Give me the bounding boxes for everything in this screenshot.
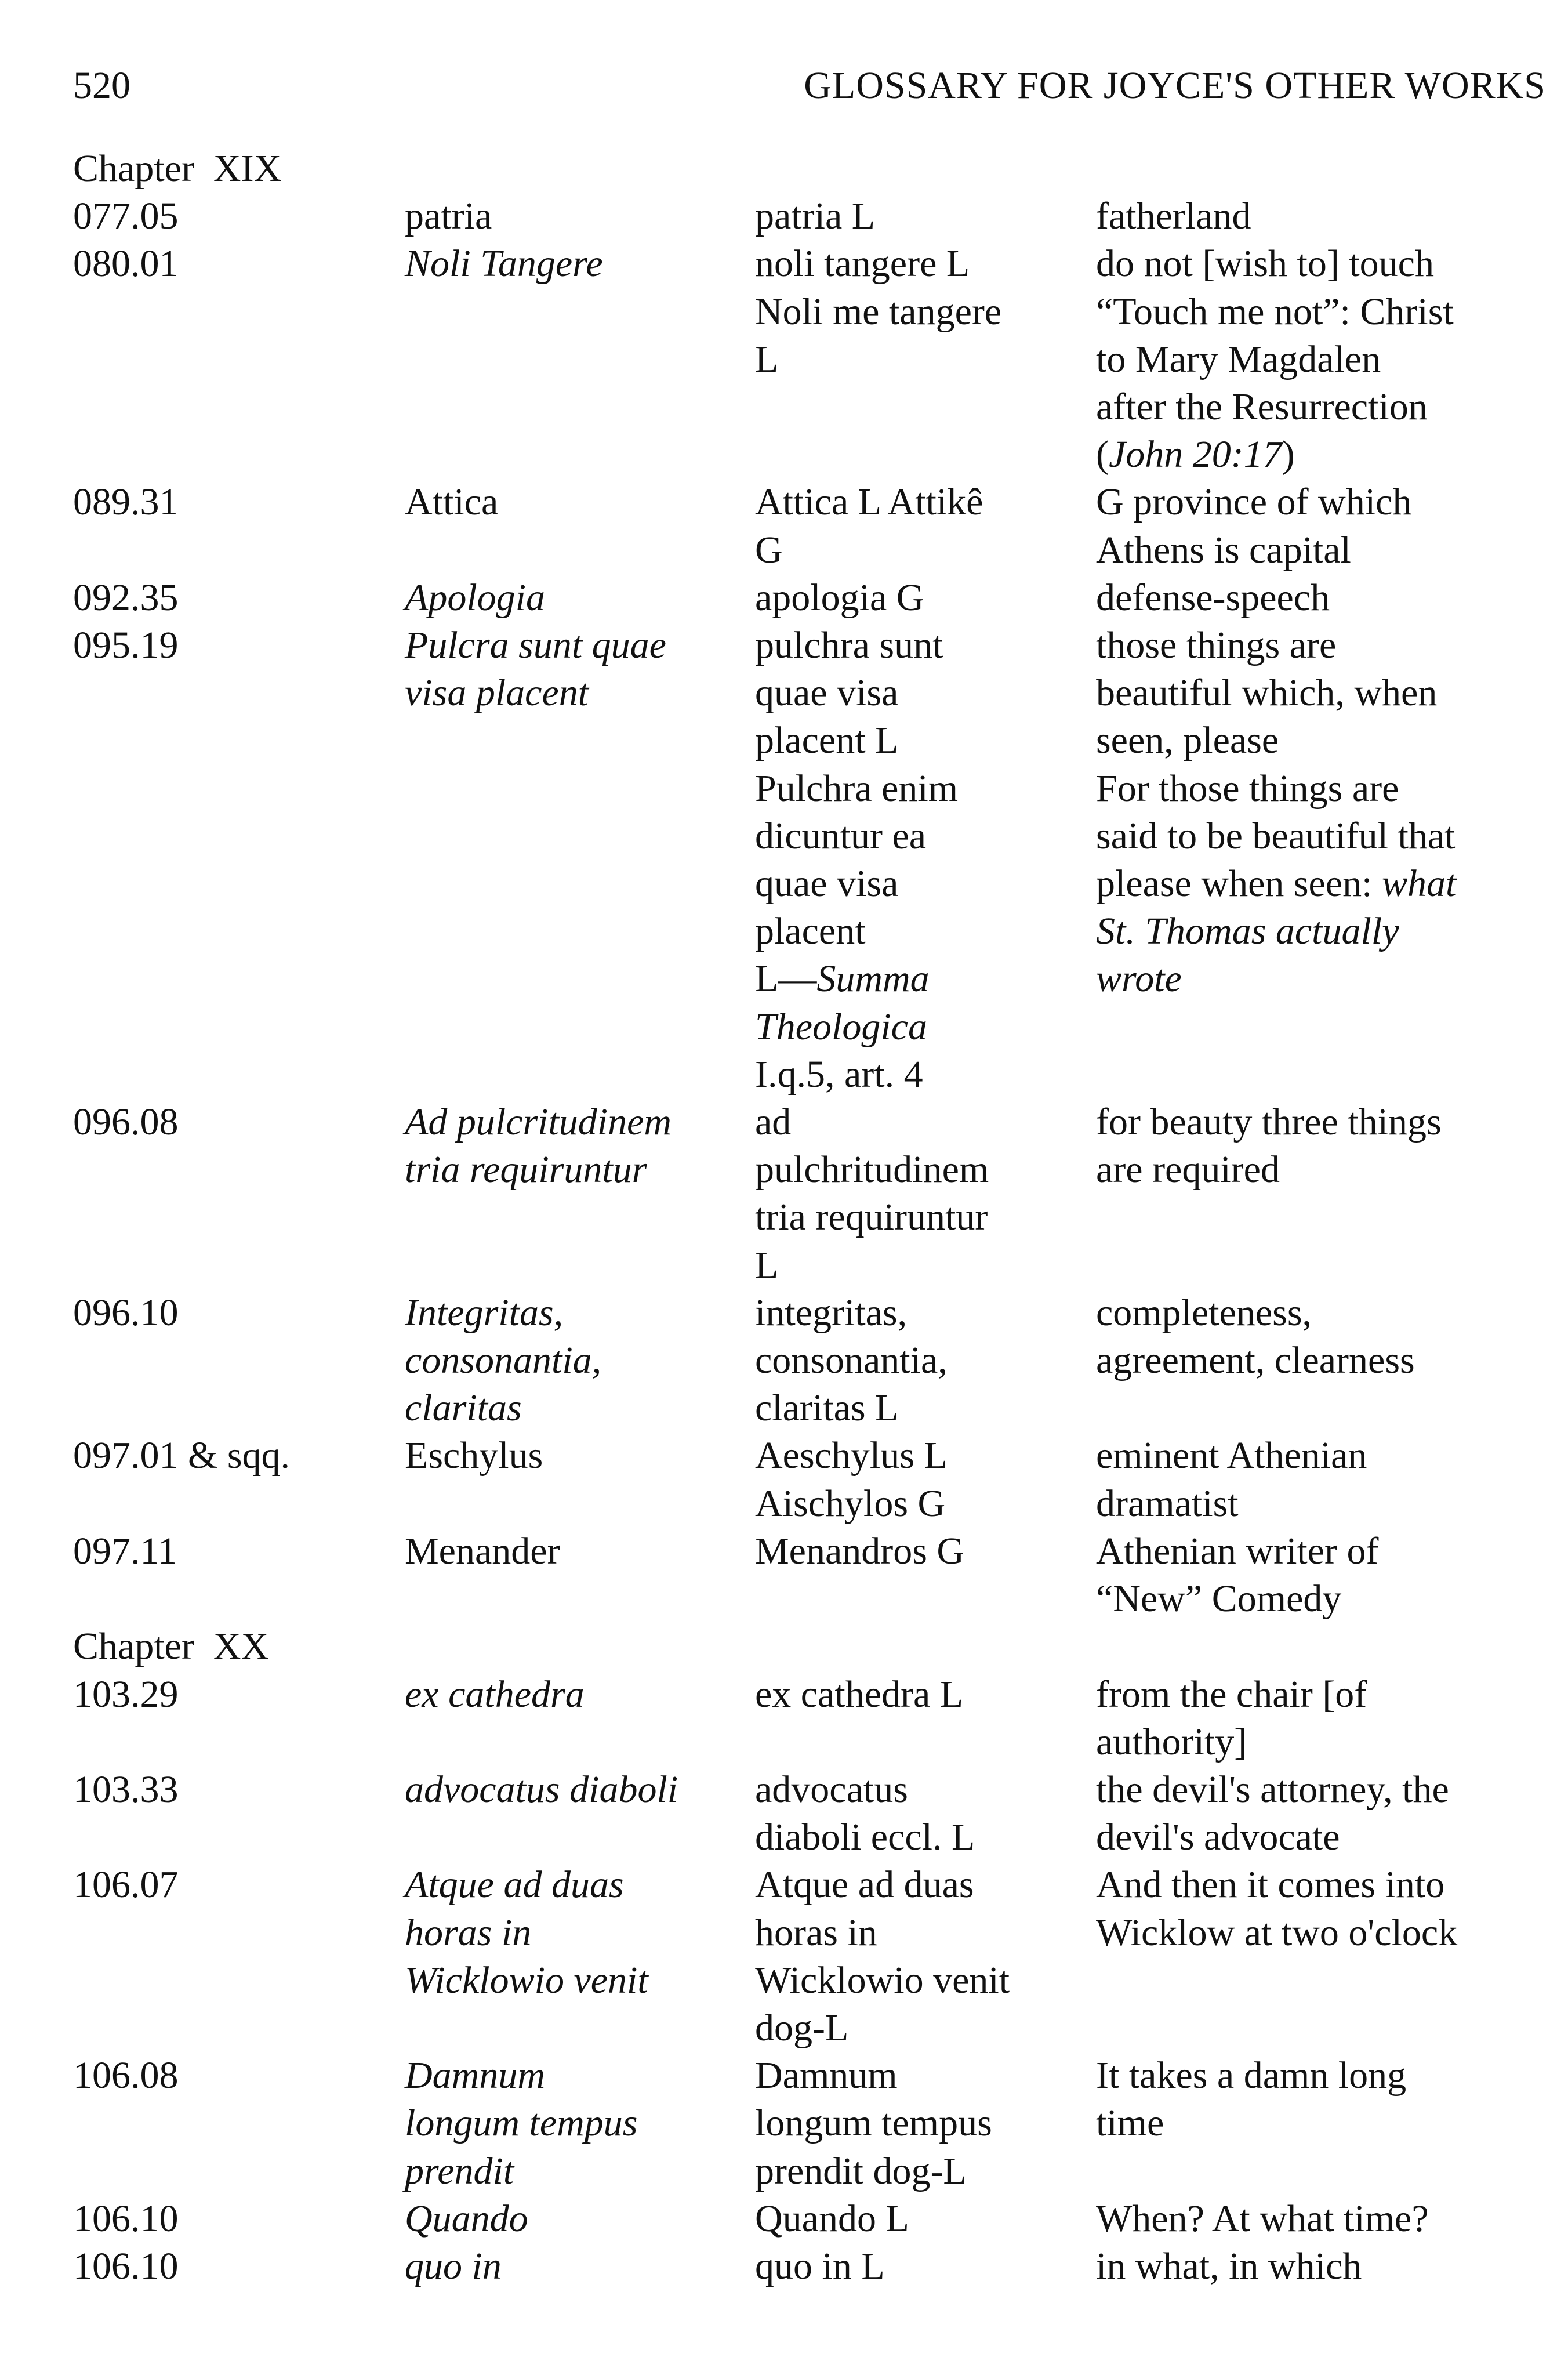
source-line: patria L (755, 195, 876, 238)
entry-gloss (1096, 574, 1558, 622)
entry-gloss (1096, 1432, 1558, 1527)
entry-term (405, 2195, 755, 2243)
source-line: L (755, 1243, 779, 1286)
glossary-entry (73, 574, 1558, 622)
term-line: advocatus diaboli (405, 1768, 678, 1811)
entry-gloss (1096, 1289, 1558, 1384)
entry-source (755, 2052, 1096, 2195)
gloss-line: in what, in which (1096, 2244, 1362, 2287)
entry-reference: 092.35 (73, 576, 179, 619)
gloss-line: dramatist (1096, 1482, 1239, 1525)
term-line: Damnum (405, 2054, 545, 2097)
source-line: Wicklowio venit (755, 1959, 1010, 2001)
term-line: Integritas, (405, 1291, 564, 1334)
entry-source (755, 2243, 1096, 2290)
source-line: placent (755, 910, 866, 953)
source-line: L (755, 338, 779, 380)
glossary-entry (73, 193, 1558, 240)
chapter-heading (73, 1623, 1558, 1670)
source-line: claritas L (755, 1387, 899, 1430)
source-line: Pulchra enim (755, 767, 959, 810)
glossary-entry (73, 622, 1558, 1098)
term-line: Attica (405, 481, 499, 524)
source-line: Menandros G (755, 1529, 965, 1572)
term-line: horas in (405, 1911, 532, 1954)
entry-reference: 080.01 (73, 242, 179, 285)
glossary-entry (73, 1289, 1558, 1433)
entry-source (755, 2195, 1096, 2243)
gloss-citation: John 20:17 (1108, 433, 1282, 476)
entry-term (405, 1528, 755, 1575)
glossary-entry (73, 2052, 1558, 2195)
entry-reference: 106.10 (73, 2244, 179, 2287)
entry-term (405, 240, 755, 288)
source-line: advocatus (755, 1768, 908, 1811)
running-title: GLOSSARY FOR JOYCE'S OTHER WORKS (804, 64, 1546, 107)
glossary-entry (73, 1671, 1558, 1766)
entry-gloss (1096, 2195, 1558, 2243)
entry-term (405, 1766, 755, 1814)
term-line: Apologia (405, 576, 545, 619)
gloss-line: “New” Comedy (1096, 1578, 1342, 1620)
entry-term (405, 2243, 755, 2290)
page-number: 520 (73, 64, 130, 107)
entry-source (755, 1432, 1096, 1527)
entry-source (755, 1289, 1096, 1433)
gloss-line: wrote (1096, 958, 1182, 1000)
entry-gloss (1096, 1098, 1558, 1194)
running-head (73, 57, 1546, 115)
term-line: Eschylus (405, 1434, 543, 1477)
entry-reference: 077.05 (73, 195, 179, 238)
entry-term (405, 2052, 755, 2195)
entry-reference: 103.29 (73, 1673, 179, 1716)
gloss-line: defense-speech (1096, 576, 1330, 619)
source-line: ad (755, 1101, 792, 1144)
entry-term (405, 193, 755, 240)
source-line: dog-L (755, 2006, 849, 2049)
glossary-entry (73, 2195, 1558, 2243)
gloss-line: please when seen: what (1096, 862, 1457, 905)
gloss-line: for beauty three things (1096, 1101, 1442, 1144)
gloss-line: devil's advocate (1096, 1816, 1340, 1859)
gloss-line: St. Thomas actually (1096, 910, 1399, 953)
entry-term (405, 1861, 755, 2004)
term-line: Menander (405, 1529, 560, 1572)
entry-reference: 096.10 (73, 1291, 179, 1334)
entry-source (755, 1861, 1096, 2052)
gloss-comment: what (1381, 862, 1457, 905)
term-line: tria requiruntur (405, 1148, 647, 1191)
gloss-line: agreement, clearness (1096, 1339, 1415, 1382)
gloss-line: those things are (1096, 624, 1337, 667)
entry-term (405, 1098, 755, 1194)
glossary-entry (73, 1766, 1558, 1861)
term-line: prendit (405, 2149, 514, 2192)
entry-term (405, 1671, 755, 1718)
source-line: quae visa (755, 672, 899, 715)
source-line: noli tangere L (755, 242, 970, 285)
entry-term (405, 622, 755, 717)
gloss-line: seen, please (1096, 719, 1279, 762)
source-line: Quando L (755, 2197, 909, 2240)
entry-term (405, 1432, 755, 1480)
source-line: consonantia, (755, 1339, 948, 1382)
term-line: Wicklowio venit (405, 1959, 648, 2001)
gloss-line: time (1096, 2102, 1164, 2145)
entry-source (755, 1766, 1096, 1861)
entry-source (755, 1098, 1096, 1289)
gloss-line: For those things are (1096, 767, 1399, 810)
entry-gloss (1096, 193, 1558, 240)
entry-reference: 089.31 (73, 481, 179, 524)
source-line: Damnum (755, 2054, 898, 2097)
entry-reference: 097.01 & sqq. (73, 1434, 291, 1477)
term-line: consonantia, (405, 1339, 602, 1382)
glossary-entry (73, 240, 1558, 478)
entry-source (755, 193, 1096, 240)
gloss-line: Athenian writer of (1096, 1529, 1379, 1572)
gloss-line: eminent Athenian (1096, 1434, 1367, 1477)
glossary-entry (73, 478, 1558, 574)
gloss-line: (John 20:17) (1096, 433, 1295, 476)
entry-source (755, 622, 1096, 1098)
source-line: quae visa (755, 862, 899, 905)
term-line: Pulcra sunt quae (405, 624, 666, 667)
gloss-line: do not [wish to] touch (1096, 242, 1434, 285)
chapter-heading-text: Chapter XX (73, 1625, 269, 1668)
term-line: Ad pulcritudinem (405, 1101, 672, 1144)
glossary-entry (73, 1528, 1558, 1623)
entry-reference: 096.08 (73, 1101, 179, 1144)
source-line: pulchritudinem (755, 1148, 989, 1191)
entry-source (755, 1671, 1096, 1718)
entry-gloss (1096, 478, 1558, 574)
gloss-line: And then it comes into (1096, 1863, 1445, 1906)
gloss-line: When? At what time? (1096, 2197, 1429, 2240)
source-line: placent L (755, 719, 899, 762)
source-line: ex cathedra L (755, 1673, 964, 1716)
entry-gloss (1096, 2243, 1558, 2290)
term-line: quo in (405, 2244, 502, 2287)
gloss-line: authority] (1096, 1720, 1247, 1763)
gloss-line: Wicklow at two o'clock (1096, 1911, 1458, 1954)
gloss-line: the devil's attorney, the (1096, 1768, 1449, 1811)
source-line: Atque ad duas (755, 1863, 974, 1906)
term-line: Atque ad duas (405, 1863, 624, 1906)
gloss-line: are required (1096, 1148, 1280, 1191)
term-line: Noli Tangere (405, 242, 603, 285)
glossary-entry (73, 2243, 1558, 2290)
source-line: horas in (755, 1911, 877, 1954)
source-line: diaboli eccl. L (755, 1816, 975, 1859)
source-line: prendit dog-L (755, 2149, 967, 2192)
source-line: L—Summa (755, 958, 930, 1000)
gloss-line: fatherland (1096, 195, 1251, 238)
glossary-entry (73, 1098, 1558, 1289)
source-line: tria requiruntur (755, 1196, 988, 1239)
entry-gloss (1096, 2052, 1558, 2147)
entry-source (755, 574, 1096, 622)
source-line: pulchra sunt (755, 624, 943, 667)
term-line: patria (405, 195, 492, 238)
source-line: I.q.5, art. 4 (755, 1053, 923, 1096)
gloss-line: beautiful which, when (1096, 672, 1438, 715)
entry-reference: 103.33 (73, 1768, 179, 1811)
term-line: claritas (405, 1387, 522, 1430)
source-line: Theologica (755, 1005, 927, 1048)
source-line: quo in L (755, 2244, 885, 2287)
source-line: G (755, 528, 783, 571)
glossary-entry (73, 1432, 1558, 1527)
entry-gloss (1096, 240, 1558, 478)
entry-reference: 106.10 (73, 2197, 179, 2240)
gloss-line: Athens is capital (1096, 528, 1351, 571)
entry-reference: 097.11 (73, 1529, 177, 1572)
source-line: Attica L Attikê (755, 481, 983, 524)
source-line: Noli me tangere (755, 290, 1002, 333)
entry-reference: 095.19 (73, 624, 179, 667)
entry-term (405, 478, 755, 526)
source-line: apologia G (755, 576, 924, 619)
glossary-entry (73, 1861, 1558, 2052)
gloss-line: to Mary Magdalen (1096, 338, 1381, 380)
entry-gloss (1096, 1766, 1558, 1861)
chapter-heading-text: Chapter XIX (73, 147, 282, 190)
source-line: dicuntur ea (755, 814, 927, 857)
gloss-line: said to be beautiful that (1096, 814, 1456, 857)
entry-gloss (1096, 1861, 1558, 1956)
entry-gloss (1096, 622, 1558, 1003)
entry-reference: 106.08 (73, 2054, 179, 2097)
entry-source (755, 478, 1096, 574)
source-line: longum tempus (755, 2102, 992, 2145)
chapter-heading (73, 145, 1558, 193)
gloss-line: “Touch me not”: Christ (1096, 290, 1454, 333)
entry-term (405, 1289, 755, 1433)
term-line: longum tempus (405, 2102, 638, 2145)
term-line: ex cathedra (405, 1673, 585, 1716)
entry-reference: 106.07 (73, 1863, 179, 1906)
source-work-title: Summa (816, 958, 930, 1000)
entry-term (405, 574, 755, 622)
gloss-line: after the Resurrection (1096, 386, 1428, 429)
source-line: Aeschylus L (755, 1434, 948, 1477)
source-line: Aischylos G (755, 1482, 946, 1525)
source-line: integritas, (755, 1291, 908, 1334)
gloss-line: G province of which (1096, 481, 1412, 524)
gloss-line: from the chair [of (1096, 1673, 1367, 1716)
glossary-entries (73, 145, 1558, 2290)
entry-source (755, 240, 1096, 383)
entry-gloss (1096, 1671, 1558, 1766)
gloss-line: completeness, (1096, 1291, 1312, 1334)
entry-source (755, 1528, 1096, 1575)
term-line: Quando (405, 2197, 528, 2240)
gloss-line: It takes a damn long (1096, 2054, 1407, 2097)
entry-gloss (1096, 1528, 1558, 1623)
term-line: visa placent (405, 672, 589, 715)
